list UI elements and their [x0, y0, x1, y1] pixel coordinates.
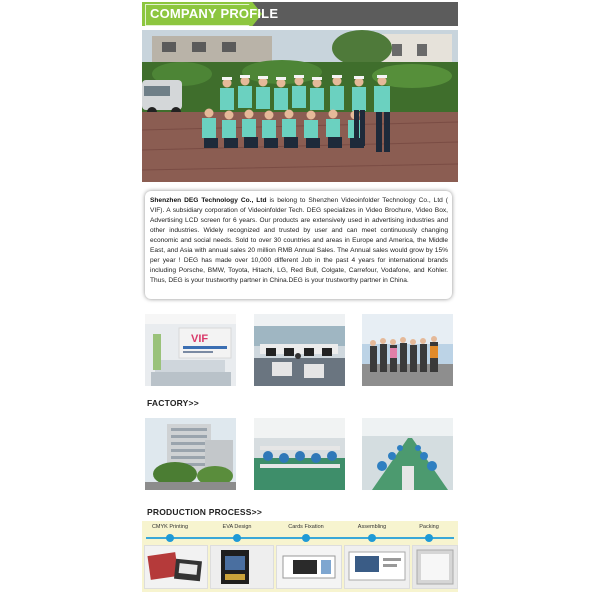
factory-building-photo [145, 418, 236, 490]
team-outdoor-photo [362, 314, 453, 386]
process-step-3-photo [276, 545, 342, 589]
page-title: COMPANY PROFILE [150, 6, 279, 21]
intro-body: is belong to Shenzhen Videoinfolder Technology Co., Ltd ( VIF). A subsidiary corporation of Videoinfolder Tech. DEG specializes in Video Brochure, Video Box, Advertising LCD screen for 6 years. Our products are extensively used in advertising industries and other industries. Widely recognized and trusted by user and can meet continuously changing economic and social needs. Sold to over 30 countries and areas in Europe and America, the Middle East, and Asia with annual sales 20 million RMB Annual Sales. The Annual sales would grow by 15% per year ! DEG has made over 10,000 different Job in the past 4 years for international brands including Porsche, BMW, Toyota, Hitachi, LG, Red Bull, Colgate, Carrefour, Vodafone, and Kohler. Thus, DEG is your trustworthy partner in China.DEG is your trustworthy partner in China. [150, 197, 448, 284]
process-timeline [146, 537, 454, 539]
process-step-3-label: Cards Fixation [288, 524, 324, 530]
production-label: PRODUCTION PROCESS>> [147, 507, 262, 517]
factory-label: FACTORY>> [147, 398, 199, 408]
process-dot-1 [166, 534, 174, 542]
process-step-1-label: CMYK Printing [151, 524, 189, 530]
process-step-1-photo [144, 545, 208, 589]
assembly-line-photo [362, 418, 453, 490]
company-name: Shenzhen DEG Technology Co., Ltd [150, 197, 267, 204]
vif-logo-text: VIF [191, 333, 209, 345]
process-step-2-photo [210, 545, 274, 589]
factory-floor-photo [254, 418, 345, 490]
process-dot-4 [368, 534, 376, 542]
process-dot-5 [425, 534, 433, 542]
intro-text [150, 196, 448, 286]
process-step-2-label: EVA Design [222, 524, 252, 530]
process-step-5-photo [412, 545, 458, 589]
process-step-5-label: Packing [419, 524, 439, 530]
office-reception-photo [145, 314, 236, 386]
team-photo [142, 30, 458, 182]
office-workspace-photo [254, 314, 345, 386]
process-dot-3 [302, 534, 310, 542]
process-dot-2 [233, 534, 241, 542]
process-step-4-photo [344, 545, 410, 589]
process-step-4-label: Assembling [357, 524, 387, 530]
